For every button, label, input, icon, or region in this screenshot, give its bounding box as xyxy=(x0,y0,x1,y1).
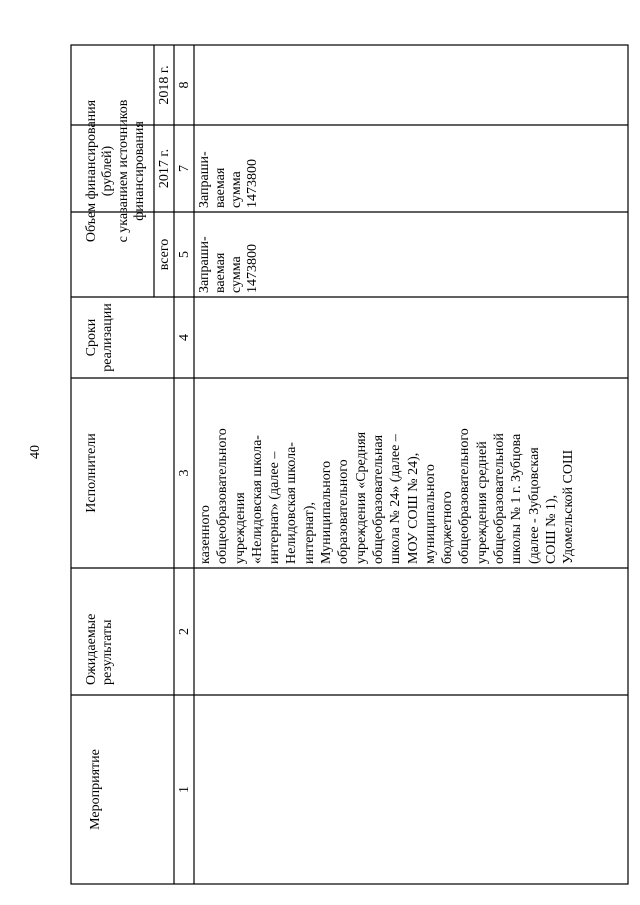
year-2017-line: Запраши- xyxy=(197,151,212,208)
total-line: ваемая xyxy=(213,252,228,293)
executor-line: школы № 1 г. Зубцова xyxy=(509,433,525,564)
executor-line: интернат), xyxy=(301,502,317,564)
executor-line: Муниципального xyxy=(319,460,335,564)
executor-line: (далее - Зубцовская xyxy=(526,447,542,564)
executor-line: общеобразовательной xyxy=(492,433,508,564)
year-2017-line: ваемая xyxy=(213,167,228,208)
executor-line: муниципального xyxy=(422,464,438,564)
executor-line: общеобразовательного xyxy=(457,428,473,564)
executor-line: «Нелидовская школа- xyxy=(249,435,265,564)
total-line: Запраши- xyxy=(197,236,212,293)
total-line: 1473800 xyxy=(245,244,260,293)
page-number: 40 xyxy=(28,445,43,459)
executor-line: Нелидовская школа- xyxy=(284,442,300,564)
executor-line: МОУ СОШ № 24), xyxy=(405,452,421,564)
year-2017-line: сумма xyxy=(229,171,244,208)
executor-line: Удомельской СОШ xyxy=(561,449,577,564)
executor-line: СОШ № 1), xyxy=(543,494,559,564)
executor-line: учреждения «Средняя xyxy=(353,431,369,564)
executor-line: образовательного xyxy=(336,459,352,564)
executor-line: общеобразовательного xyxy=(215,428,231,564)
executor-line: общеобразовательная xyxy=(370,434,386,564)
year-2017-line: 1473800 xyxy=(245,159,260,208)
executor-line: учреждения средней xyxy=(474,441,490,564)
executor-line: учреждения xyxy=(232,492,248,564)
executor-line: бюджетного xyxy=(440,491,456,564)
executor-line: интернат» (далее – xyxy=(267,451,283,564)
executor-line: школа № 24» (далее – xyxy=(388,434,404,564)
executor-line: казенного xyxy=(198,505,213,564)
total-line: сумма xyxy=(229,256,244,293)
